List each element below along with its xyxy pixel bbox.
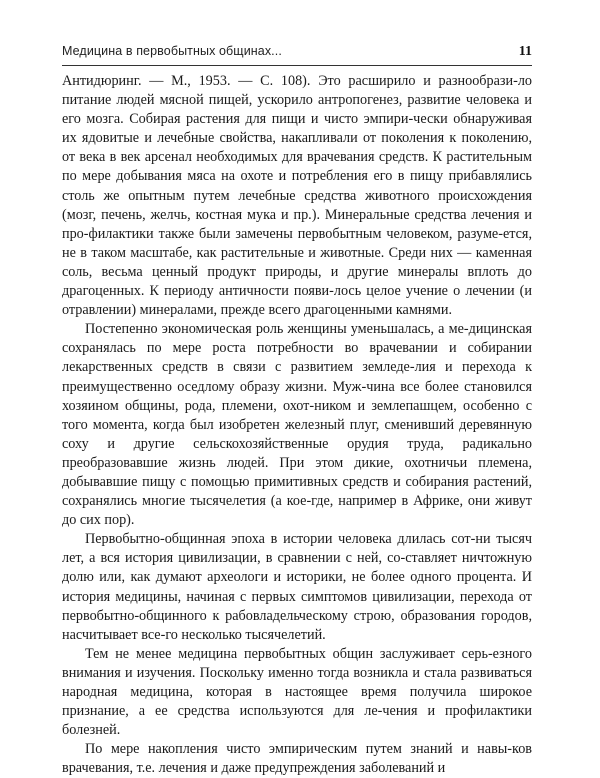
running-title: Медицина в первобытных общинах... <box>62 44 282 58</box>
paragraph: Постепенно экономическая роль женщины уменьшалась, а ме-дицинская сохранялась по мере роста потребности во врачевании и собирании лекарственных средств в связи с развитием земледе-лия и перехода к преимущественно оседлому образу жизни. Муж-чина все более становился хозяином общины, рода, племени, охот-ником и землепашцем, особенно с того момента, когда был изобретен железный плуг, сменивший деревянную соху и другие сельскохозяйственные орудия труда, радикально преобразовавшие жизнь людей. При этом дикие, охотничьи племена, добывавшие пищу с помощью примитивных средств и собирания растений, сохранялись многие тысячелетия (а кое-где, например в Африке, они живут до сих пор). <box>62 321 532 529</box>
header-divider <box>62 65 532 66</box>
paragraph: Антидюринг. — М., 1953. — С. 108). Это расширило и разнообрази-ло питание людей мясной пищей, ускорило антропогенез, развитие человека и его мозга. Собирая растения для пищи и чисто эмпири-чески обнаруживая их ядовитые и лечебные свойства, накапливали от поколения к поколению, от века в век арсенал необходимых для врачевания средств. К растительным по мере добывания мяса на охоте и потребления его в пищу прибавлялись столь же опытным путем лечебные средства животного происхождения (мозг, печень, желчь, костная мука и пр.). Минеральные средства лечения и про-филактики также были замечены первобытным человеком, разуме-ется, не в таком масштабе, как растительные и животные. Среди них — каменная соль, весьма ценный продукт природы, и другие минералы вплоть до драгоценных. К периоду античности появи-лось целое учение о лечении (и отравлении) минералами, прежде всего драгоценными камнями. <box>62 73 532 319</box>
paragraph: Первобытно-общинная эпоха в истории человека длилась сот-ни тысяч лет, а вся история цивилизации, в сравнении с ней, со-ставляет ничтожную долю или, как думают археологи и историки, не более одного процента. И история медицины, начиная с первых симптомов цивилизации, перехода от первобытно-общинного к рабовладельческому строю, образования городов, насчитывает все-го несколько тысячелетий. <box>62 531 532 643</box>
paragraph: По мере накопления чисто эмпирическим путем знаний и навы-ков врачевания, т.е. лечения и даже предупреждения заболеваний и <box>62 741 532 777</box>
page-number: 11 <box>518 44 532 59</box>
paragraph: Тем не менее медицина первобытных общин заслуживает серь-езного внимания и изучения. Поскольку именно тогда возникла и стала развиваться народная медицина, которая в настоящее время получила широкое признание, а ее средства используются для ле-чения и профилактики болезней. <box>62 645 532 739</box>
body-text <box>62 72 532 778</box>
running-head <box>62 44 532 62</box>
